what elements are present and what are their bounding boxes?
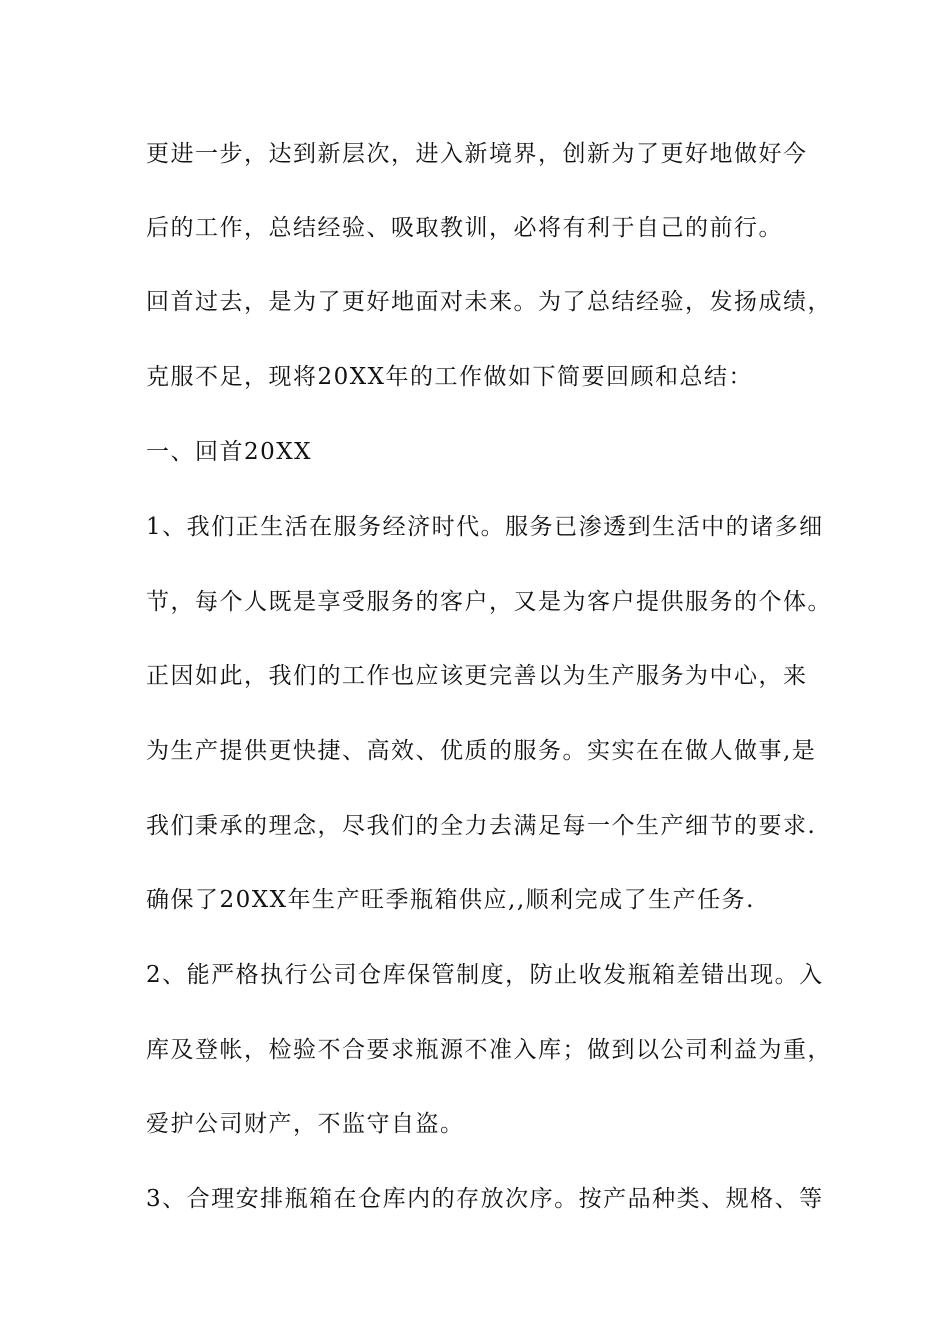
text-line: 爱护公司财产，不监守自盗。 xyxy=(146,1111,465,1137)
text-line: 更进一步，达到新层次，进入新境界，创新为了更好地做好今 xyxy=(146,141,808,167)
text-line: 2、能严格执行公司仓库保管制度，防止收发瓶箱差错出现。入 xyxy=(146,962,824,988)
text-line: 库及登帐，检验不合要求瓶源不准入库；做到以公司利益为重， xyxy=(146,1037,832,1063)
text-line: 3、合理安排瓶箱在仓库内的存放次序。按产品种类、规格、等 xyxy=(146,1186,824,1212)
section-heading: 一、回首20XX xyxy=(146,439,313,465)
text-line: 我们秉承的理念，尽我们的全力去满足每一个生产细节的要求. xyxy=(146,813,817,839)
text-line: 后的工作，总结经验、吸取教训，必将有利于自己的前行。 xyxy=(146,215,783,241)
text-line: 1、我们正生活在服务经济时代。服务已渗透到生活中的诸多细 xyxy=(146,514,824,540)
text-line: 确保了20XX年生产旺季瓶箱供应,,顺利完成了生产任务. xyxy=(146,887,755,913)
text-line: 节，每个人既是享受服务的客户，又是为客户提供服务的个体。 xyxy=(146,589,832,615)
text-line: 正因如此，我们的工作也应该更完善以为生产服务为中心，来 xyxy=(146,663,808,689)
text-line: 为生产提供更快捷、高效、优质的服务。实实在在做人做事,是 xyxy=(146,738,817,764)
text-line: 回首过去，是为了更好地面对未来。为了总结经验，发扬成绩， xyxy=(146,289,832,315)
text-line: 克服不足，现将20XX年的工作做如下简要回顾和总结： xyxy=(146,364,754,390)
